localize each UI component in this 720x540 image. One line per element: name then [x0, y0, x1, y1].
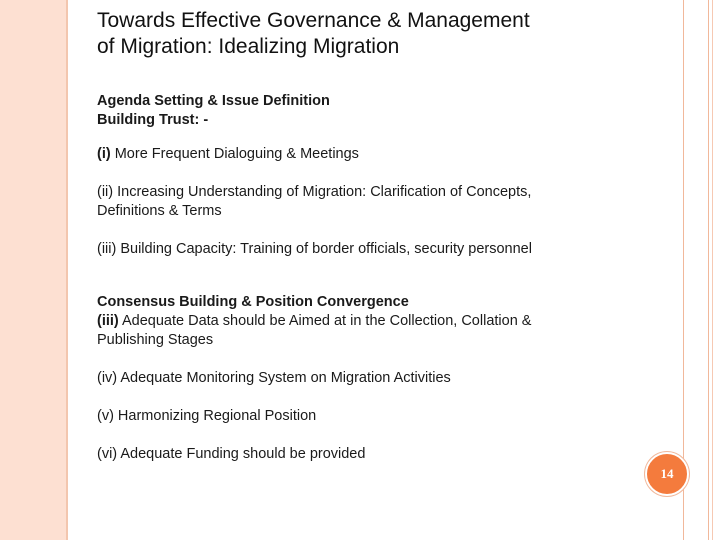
- list-item-iii: (iii) Building Capacity: Training of border officials, security personnel: [97, 241, 532, 257]
- item-line-2: Publishing Stages: [97, 332, 214, 348]
- agenda-heading: Agenda Setting & Issue Definition: [97, 93, 330, 109]
- item-line-2: Definitions & Terms: [97, 203, 222, 219]
- building-trust-heading: Building Trust: -: [97, 112, 209, 128]
- item-line-1: (ii) Increasing Understanding of Migration: Clarification of Concepts,: [97, 184, 532, 200]
- list-item-ii: [97, 183, 657, 221]
- right-decorative-rails: [683, 0, 709, 540]
- item-text: More Frequent Dialoguing & Meetings: [110, 146, 359, 162]
- title-line-2: of Migration: Idealizing Migration: [97, 35, 400, 58]
- item-number: (iii): [97, 313, 119, 329]
- slide-body: [97, 92, 657, 464]
- list-item-v: (v) Harmonizing Regional Position: [97, 408, 317, 424]
- list-item-i: [97, 145, 657, 164]
- list-item-vi: (vi) Adequate Funding should be provided: [97, 446, 366, 462]
- title-line-1: Towards Effective Governance & Management: [97, 9, 530, 32]
- item-line-1: Adequate Data should be Aimed at in the Collection, Collation &: [118, 313, 532, 329]
- slide-title: [97, 8, 657, 60]
- left-decorative-band: [0, 0, 66, 540]
- item-number: (i): [97, 146, 111, 162]
- page-number-badge: 14: [645, 452, 689, 496]
- right-outer-rail: [712, 0, 713, 540]
- consensus-heading: Consensus Building & Position Convergence: [97, 294, 409, 310]
- left-band-edge: [66, 0, 68, 540]
- list-item-data: [97, 312, 657, 350]
- list-item-iv: (iv) Adequate Monitoring System on Migration Activities: [97, 370, 451, 386]
